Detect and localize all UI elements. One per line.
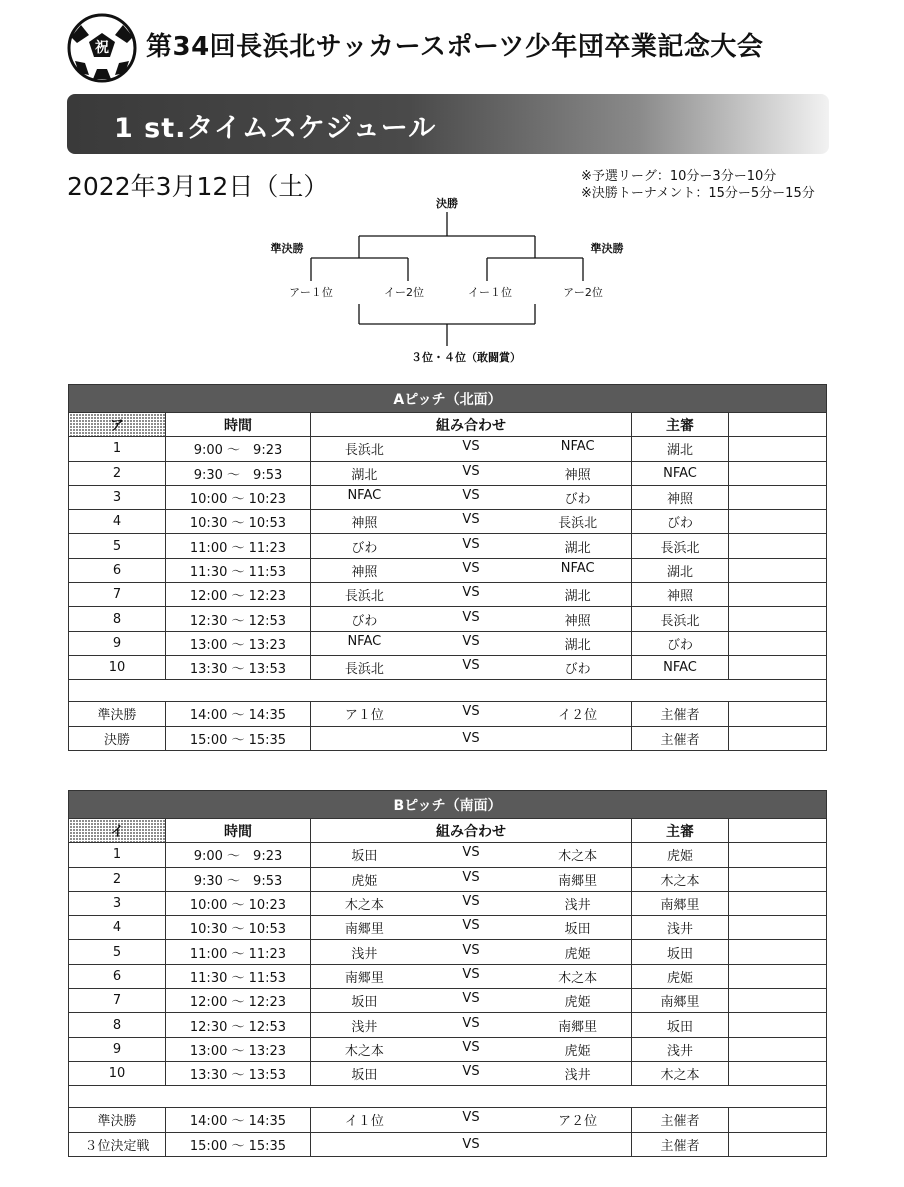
tournament-bracket: [0, 0, 904, 380]
away-team: 虎姫: [564, 1043, 591, 1059]
match-time: 11:00 ～ 11:23: [166, 940, 311, 964]
matchup-cell: [311, 583, 632, 607]
empty-cell: [729, 631, 827, 655]
empty-cell: [729, 819, 827, 843]
matchup-cell: [311, 461, 632, 485]
match-number: 5: [69, 534, 166, 558]
home-team: びわ: [351, 613, 378, 629]
matchup: [311, 1064, 631, 1083]
match-number: 1: [69, 437, 166, 461]
vs-label: VS: [462, 1039, 480, 1055]
referee: 主催者: [632, 1108, 729, 1132]
vs-label: VS: [462, 869, 480, 885]
table-row: [69, 534, 827, 558]
vs-label: VS: [462, 1015, 480, 1031]
referee: 湖北: [632, 437, 729, 461]
matchup: [311, 610, 631, 629]
empty-cell: [729, 916, 827, 940]
matchup: [311, 918, 631, 937]
vs-label: VS: [462, 633, 480, 649]
referee: 木之本: [632, 867, 729, 891]
home-team: NFAC: [347, 633, 382, 649]
matchup-cell: [311, 607, 632, 631]
away-team: 湖北: [564, 589, 591, 605]
referee: びわ: [632, 631, 729, 655]
table-row: [69, 607, 827, 631]
matchup: [311, 488, 631, 507]
match-time: 15:00 ～ 15:35: [166, 726, 311, 750]
home-team: 浅井: [351, 946, 378, 962]
table-row: [69, 1037, 827, 1061]
final-row: [69, 1132, 827, 1156]
event-date: 2022年3月12日（土）: [67, 172, 329, 201]
match-number: 3: [69, 891, 166, 915]
referee: 南郷里: [632, 989, 729, 1013]
referee: NFAC: [632, 655, 729, 679]
empty-cell: [729, 437, 827, 461]
matchup-cell: [311, 891, 632, 915]
empty-cell: [729, 940, 827, 964]
vs-label: VS: [462, 1136, 480, 1152]
empty-cell: [729, 1132, 827, 1156]
match-header: 組み合わせ: [311, 413, 632, 437]
table-row: [69, 1013, 827, 1037]
home-team: びわ: [351, 540, 378, 556]
bracket-slot: アー2位: [563, 286, 603, 299]
referee: 坂田: [632, 1013, 729, 1037]
bracket-semi-left-label: 準決勝: [270, 242, 304, 255]
empty-cell: [729, 891, 827, 915]
home-team: 長浜北: [344, 589, 384, 605]
vs-label: VS: [462, 966, 480, 982]
final-row: [69, 702, 827, 726]
empty-cell: [729, 1013, 827, 1037]
vs-label: VS: [462, 1110, 480, 1126]
referee: 湖北: [632, 558, 729, 582]
match-time: 12:30 ～ 12:53: [166, 1013, 311, 1037]
matchup-cell: [311, 1037, 632, 1061]
match-number: 9: [69, 1037, 166, 1061]
bracket-slot: イー１位: [468, 286, 512, 299]
banner-title: 1 st.タイムスケジュール: [114, 113, 437, 144]
match-number: 6: [69, 964, 166, 988]
group-label: イ: [69, 819, 166, 843]
referee: 長浜北: [632, 607, 729, 631]
table-row: [69, 916, 827, 940]
away-team: [524, 1137, 631, 1152]
referee: 主催者: [632, 702, 729, 726]
away-team: 木之本: [558, 849, 598, 865]
match-time: 11:00 ～ 11:23: [166, 534, 311, 558]
vs-label: VS: [462, 730, 480, 746]
away-team: 坂田: [564, 922, 591, 938]
home-team: 南郷里: [344, 970, 384, 986]
match-time: 13:00 ～ 13:23: [166, 1037, 311, 1061]
time-header: 時間: [166, 413, 311, 437]
group-label: ア: [69, 413, 166, 437]
away-team: 木之本: [558, 970, 598, 986]
match-number: 8: [69, 1013, 166, 1037]
matchup: [311, 658, 631, 677]
table-row: [69, 583, 827, 607]
matchup: [311, 634, 631, 653]
bracket-third-place-label: ３位・４位（敢闘賞）: [411, 351, 521, 364]
match-time: 12:00 ～ 12:23: [166, 583, 311, 607]
table-row: [69, 989, 827, 1013]
match-number: 5: [69, 940, 166, 964]
match-time: 10:30 ～ 10:53: [166, 916, 311, 940]
match-time: 10:30 ～ 10:53: [166, 510, 311, 534]
vs-label: VS: [462, 609, 480, 625]
table-row: [69, 891, 827, 915]
matchup: [311, 1110, 631, 1129]
referee: 神照: [632, 583, 729, 607]
vs-label: VS: [462, 918, 480, 934]
note-knockout: ※決勝トーナメント：15分ー5分ー15分: [581, 186, 815, 201]
home-team: 長浜北: [344, 662, 384, 678]
pitch-title: Aピッチ（北面）: [69, 385, 827, 413]
table-row: [69, 964, 827, 988]
matchup: [311, 731, 631, 746]
match-number: 10: [69, 1061, 166, 1085]
matchup: [311, 439, 631, 458]
away-team: 南郷里: [558, 873, 598, 889]
matchup-cell: [311, 989, 632, 1013]
empty-cell: [729, 558, 827, 582]
matchup-cell: [311, 1108, 632, 1132]
referee: 神照: [632, 485, 729, 509]
final-row: [69, 1108, 827, 1132]
round-name: 準決勝: [69, 702, 166, 726]
vs-label: VS: [462, 704, 480, 720]
match-number: 6: [69, 558, 166, 582]
away-team: びわ: [564, 492, 591, 508]
matchup: [311, 585, 631, 604]
match-time: 11:30 ～ 11:53: [166, 558, 311, 582]
table-row: [69, 843, 827, 867]
match-time: 9:30 ～ 9:53: [166, 461, 311, 485]
match-number: 9: [69, 631, 166, 655]
away-team: 浅井: [564, 1068, 591, 1084]
away-team: NFAC: [560, 560, 595, 576]
match-number: 8: [69, 607, 166, 631]
away-team: ア２位: [558, 1114, 598, 1130]
matchup: [311, 464, 631, 483]
table-row: [69, 485, 827, 509]
match-time: 13:30 ～ 13:53: [166, 1061, 311, 1085]
vs-label: VS: [462, 536, 480, 552]
match-time: 14:00 ～ 14:35: [166, 1108, 311, 1132]
away-team: 神照: [564, 467, 591, 483]
referee: 坂田: [632, 940, 729, 964]
bracket-slot: アー１位: [289, 286, 333, 299]
matchup-cell: [311, 940, 632, 964]
match-number: 1: [69, 843, 166, 867]
matchup: [311, 943, 631, 962]
matchup-cell: [311, 702, 632, 726]
referee: 木之本: [632, 1061, 729, 1085]
away-team: 虎姫: [564, 946, 591, 962]
matchup-cell: [311, 916, 632, 940]
table-row: [69, 867, 827, 891]
match-time: 11:30 ～ 11:53: [166, 964, 311, 988]
empty-cell: [729, 867, 827, 891]
matchup-cell: [311, 510, 632, 534]
vs-label: VS: [462, 845, 480, 861]
referee-header: 主審: [632, 413, 729, 437]
home-team: 木之本: [344, 1043, 384, 1059]
home-team: ア１位: [344, 708, 384, 724]
empty-cell: [729, 607, 827, 631]
header-row: [69, 819, 827, 843]
table-row: [69, 437, 827, 461]
home-team: 長浜北: [344, 443, 384, 459]
matchup-cell: [311, 726, 632, 750]
empty-cell: [729, 583, 827, 607]
match-time: 15:00 ～ 15:35: [166, 1132, 311, 1156]
match-time: 9:00 ～ 9:23: [166, 843, 311, 867]
home-team: イ１位: [344, 1114, 384, 1130]
vs-label: VS: [462, 512, 480, 528]
match-time: 9:00 ～ 9:23: [166, 437, 311, 461]
match-time: 13:00 ～ 13:23: [166, 631, 311, 655]
referee: 主催者: [632, 726, 729, 750]
round-name: ３位決定戦: [69, 1132, 166, 1156]
matchup-cell: [311, 843, 632, 867]
empty-cell: [729, 655, 827, 679]
empty-cell: [729, 1061, 827, 1085]
vs-label: VS: [462, 463, 480, 479]
match-time: 14:00 ～ 14:35: [166, 702, 311, 726]
matchup: [311, 512, 631, 531]
matchup: [311, 967, 631, 986]
referee: 浅井: [632, 916, 729, 940]
home-team: 神照: [351, 564, 378, 580]
home-team: 虎姫: [351, 873, 378, 889]
matchup-cell: [311, 534, 632, 558]
home-team: 坂田: [351, 1068, 378, 1084]
match-number: 2: [69, 867, 166, 891]
away-team: NFAC: [560, 439, 595, 455]
matchup: [311, 894, 631, 913]
home-team: 南郷里: [344, 922, 384, 938]
empty-cell: [729, 413, 827, 437]
pitch-title-row: [69, 385, 827, 413]
table-row: [69, 631, 827, 655]
match-time: 13:30 ～ 13:53: [166, 655, 311, 679]
matchup: [311, 561, 631, 580]
empty-cell: [729, 1108, 827, 1132]
note-preliminary: ※予選リーグ：10分ー3分ー10分: [581, 169, 777, 184]
vs-label: VS: [462, 991, 480, 1007]
empty-cell: [729, 702, 827, 726]
away-team: 湖北: [564, 637, 591, 653]
matchup-cell: [311, 1061, 632, 1085]
vs-label: VS: [462, 894, 480, 910]
home-team: 湖北: [351, 467, 378, 483]
separator-row: [69, 680, 827, 702]
matchup-cell: [311, 867, 632, 891]
table-row: [69, 655, 827, 679]
logo-text: 祝: [95, 40, 109, 56]
empty-cell: [729, 989, 827, 1013]
matchup: [311, 870, 631, 889]
matchup: [311, 704, 631, 723]
home-team: 木之本: [344, 898, 384, 914]
bracket-semi-right-label: 準決勝: [590, 242, 624, 255]
bracket-final-label: 決勝: [436, 197, 458, 210]
away-team: [524, 731, 631, 746]
referee: 長浜北: [632, 534, 729, 558]
referee: 浅井: [632, 1037, 729, 1061]
matchup-cell: [311, 964, 632, 988]
vs-label: VS: [462, 560, 480, 576]
round-name: 決勝: [69, 726, 166, 750]
away-team: 長浜北: [558, 516, 598, 532]
match-number: 7: [69, 989, 166, 1013]
away-team: 神照: [564, 613, 591, 629]
match-time: 12:00 ～ 12:23: [166, 989, 311, 1013]
away-team: 南郷里: [558, 1019, 598, 1035]
home-team: [311, 731, 418, 746]
page-title: 第34回長浜北サッカースポーツ少年団卒業記念大会: [146, 32, 764, 62]
match-time: 10:00 ～ 10:23: [166, 891, 311, 915]
empty-cell: [729, 461, 827, 485]
table-row: [69, 940, 827, 964]
home-team: 浅井: [351, 1019, 378, 1035]
matchup-cell: [311, 655, 632, 679]
home-team: 神照: [351, 516, 378, 532]
matchup-cell: [311, 437, 632, 461]
empty-cell: [729, 534, 827, 558]
pitch-a-schedule-table: [68, 384, 827, 751]
vs-label: VS: [462, 585, 480, 601]
match-number: 3: [69, 485, 166, 509]
match-header: 組み合わせ: [311, 819, 632, 843]
matchup: [311, 1016, 631, 1035]
empty-cell: [729, 510, 827, 534]
referee: NFAC: [632, 461, 729, 485]
vs-label: VS: [462, 439, 480, 455]
match-number: 4: [69, 510, 166, 534]
referee: 虎姫: [632, 964, 729, 988]
table-row: [69, 558, 827, 582]
round-name: 準決勝: [69, 1108, 166, 1132]
time-header: 時間: [166, 819, 311, 843]
home-team: 坂田: [351, 995, 378, 1011]
match-time: 9:30 ～ 9:53: [166, 867, 311, 891]
matchup: [311, 1137, 631, 1152]
match-number: 10: [69, 655, 166, 679]
pitch-title-row: [69, 791, 827, 819]
match-number: 4: [69, 916, 166, 940]
pitch-title: Bピッチ（南面）: [69, 791, 827, 819]
empty-cell: [729, 726, 827, 750]
matchup-cell: [311, 558, 632, 582]
match-time: 10:00 ～ 10:23: [166, 485, 311, 509]
vs-label: VS: [462, 658, 480, 674]
matchup: [311, 991, 631, 1010]
away-team: 湖北: [564, 540, 591, 556]
home-team: NFAC: [347, 488, 382, 504]
home-team: 坂田: [351, 849, 378, 865]
matchup-cell: [311, 485, 632, 509]
matchup: [311, 1040, 631, 1059]
referee: 虎姫: [632, 843, 729, 867]
empty-cell: [69, 680, 827, 702]
table-row: [69, 1061, 827, 1085]
home-team: [311, 1137, 418, 1152]
away-team: 浅井: [564, 898, 591, 914]
away-team: びわ: [564, 662, 591, 678]
matchup-cell: [311, 1132, 632, 1156]
separator-row: [69, 1086, 827, 1108]
final-row: [69, 726, 827, 750]
empty-cell: [729, 1037, 827, 1061]
bracket-slot: イー2位: [384, 286, 424, 299]
matchup-cell: [311, 1013, 632, 1037]
match-time: 12:30 ～ 12:53: [166, 607, 311, 631]
table-row: [69, 510, 827, 534]
referee: 主催者: [632, 1132, 729, 1156]
referee: びわ: [632, 510, 729, 534]
empty-cell: [729, 964, 827, 988]
empty-cell: [69, 1086, 827, 1108]
table-row: [69, 461, 827, 485]
matchup: [311, 537, 631, 556]
away-team: 虎姫: [564, 995, 591, 1011]
away-team: イ２位: [558, 708, 598, 724]
referee-header: 主審: [632, 819, 729, 843]
match-number: 7: [69, 583, 166, 607]
matchup: [311, 845, 631, 864]
header-row: [69, 413, 827, 437]
vs-label: VS: [462, 942, 480, 958]
match-number: 2: [69, 461, 166, 485]
empty-cell: [729, 843, 827, 867]
referee: 南郷里: [632, 891, 729, 915]
pitch-b-schedule-table: [68, 790, 827, 1157]
vs-label: VS: [462, 488, 480, 504]
empty-cell: [729, 485, 827, 509]
matchup-cell: [311, 631, 632, 655]
vs-label: VS: [462, 1064, 480, 1080]
